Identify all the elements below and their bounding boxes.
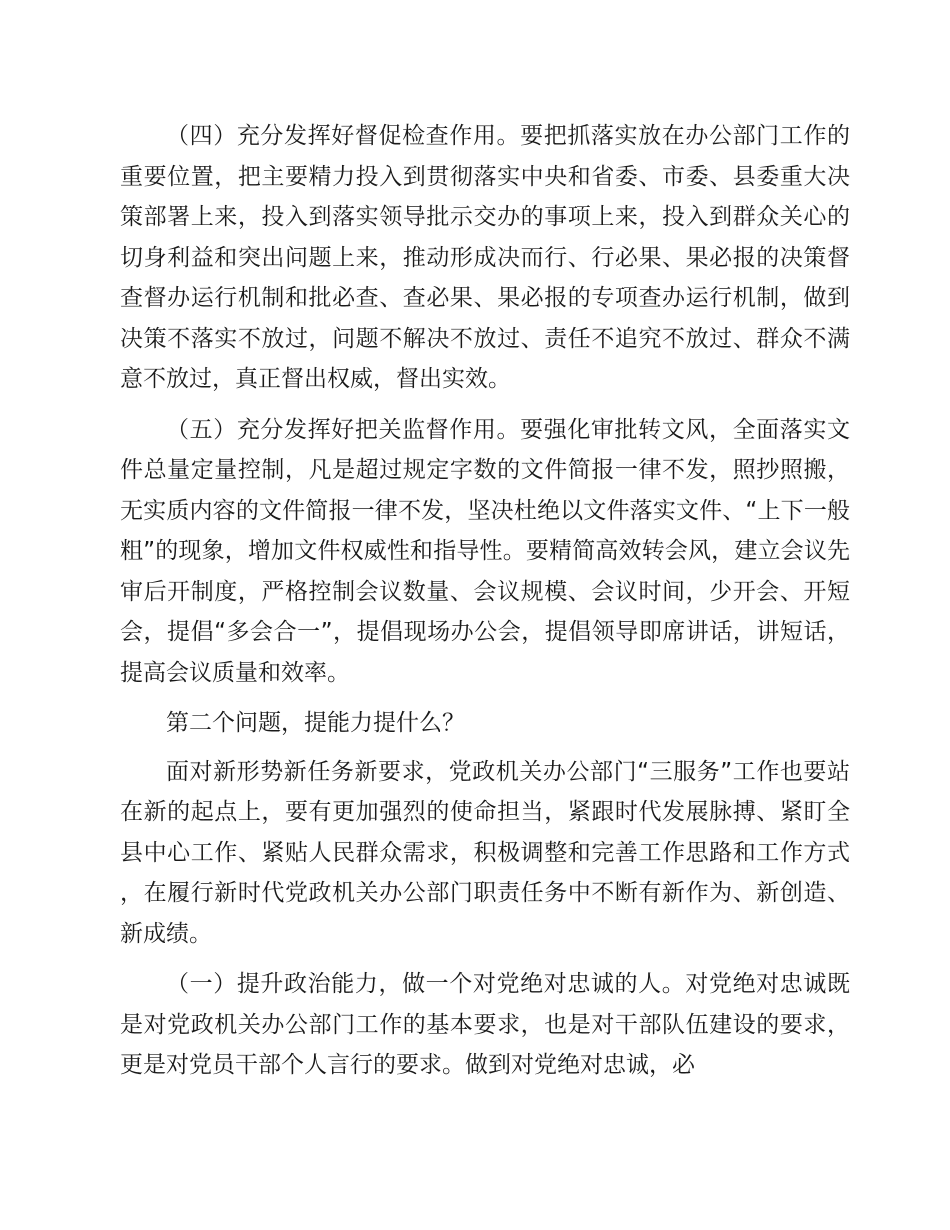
section-heading-second-question: 第二个问题，提能力提什么？ <box>166 710 465 736</box>
paragraph-supervision-inspection: （四）充分发挥好督促检查作用。要把抓落实放在办公部门工作的重要位置，把主要精力投入到贯彻落实中央和省委、市委、县委重大决策部署上来，投入到落实领导批示交办的事项上来，投入到群众关心的切身利益和突出问题上来，推动形成决而行、行必果、果必报的决策督查督办运行机制和批必查、查必果、果必报的专项查办运行机制，做到决策不落实不放过，问题不解决不放过、责任不追究不放过、群众不满意不放过，真正督出权威，督出实效。 <box>120 123 850 392</box>
paragraph-political-ability: （一）提升政治能力，做一个对党绝对忠诚的人。对党绝对忠诚既是对党政机关办公部门工作的基本要求，也是对干部队伍建设的要求，更是对党员干部个人言行的要求。做到对党绝对忠诚，必 <box>120 971 850 1078</box>
paragraph-gatekeeping-oversight: （五）充分发挥好把关监督作用。要强化审批转文风，全面落实文件总量定量控制，凡是超过规定字数的文件简报一律不发，照抄照搬，无实质内容的文件简报一律不发，坚决杜绝以文件落实文件、“上下一般粗”的现象，增加文件权威性和指导性。要精简高效转会风，建立会议先审后开制度，严格控制会议数量、会议规模、会议时间，少开会、开短会，提倡“多会合一”，提倡现场办公会，提倡领导即席讲话，讲短话，提高会议质量和效率。 <box>120 416 850 686</box>
paragraph-new-situation: 面对新形势新任务新要求，党政机关办公部门“三服务”工作也要站在新的起点上，要有更加强烈的使命担当，紧跟时代发展脉搏、紧盯全县中心工作、紧贴人民群众需求，积极调整和完善工作思路和工作方式，在履行新时代党政机关办公部门职责任务中不断有新作为、新创造、新成绩。 <box>120 758 850 947</box>
document-body <box>120 116 850 1094</box>
